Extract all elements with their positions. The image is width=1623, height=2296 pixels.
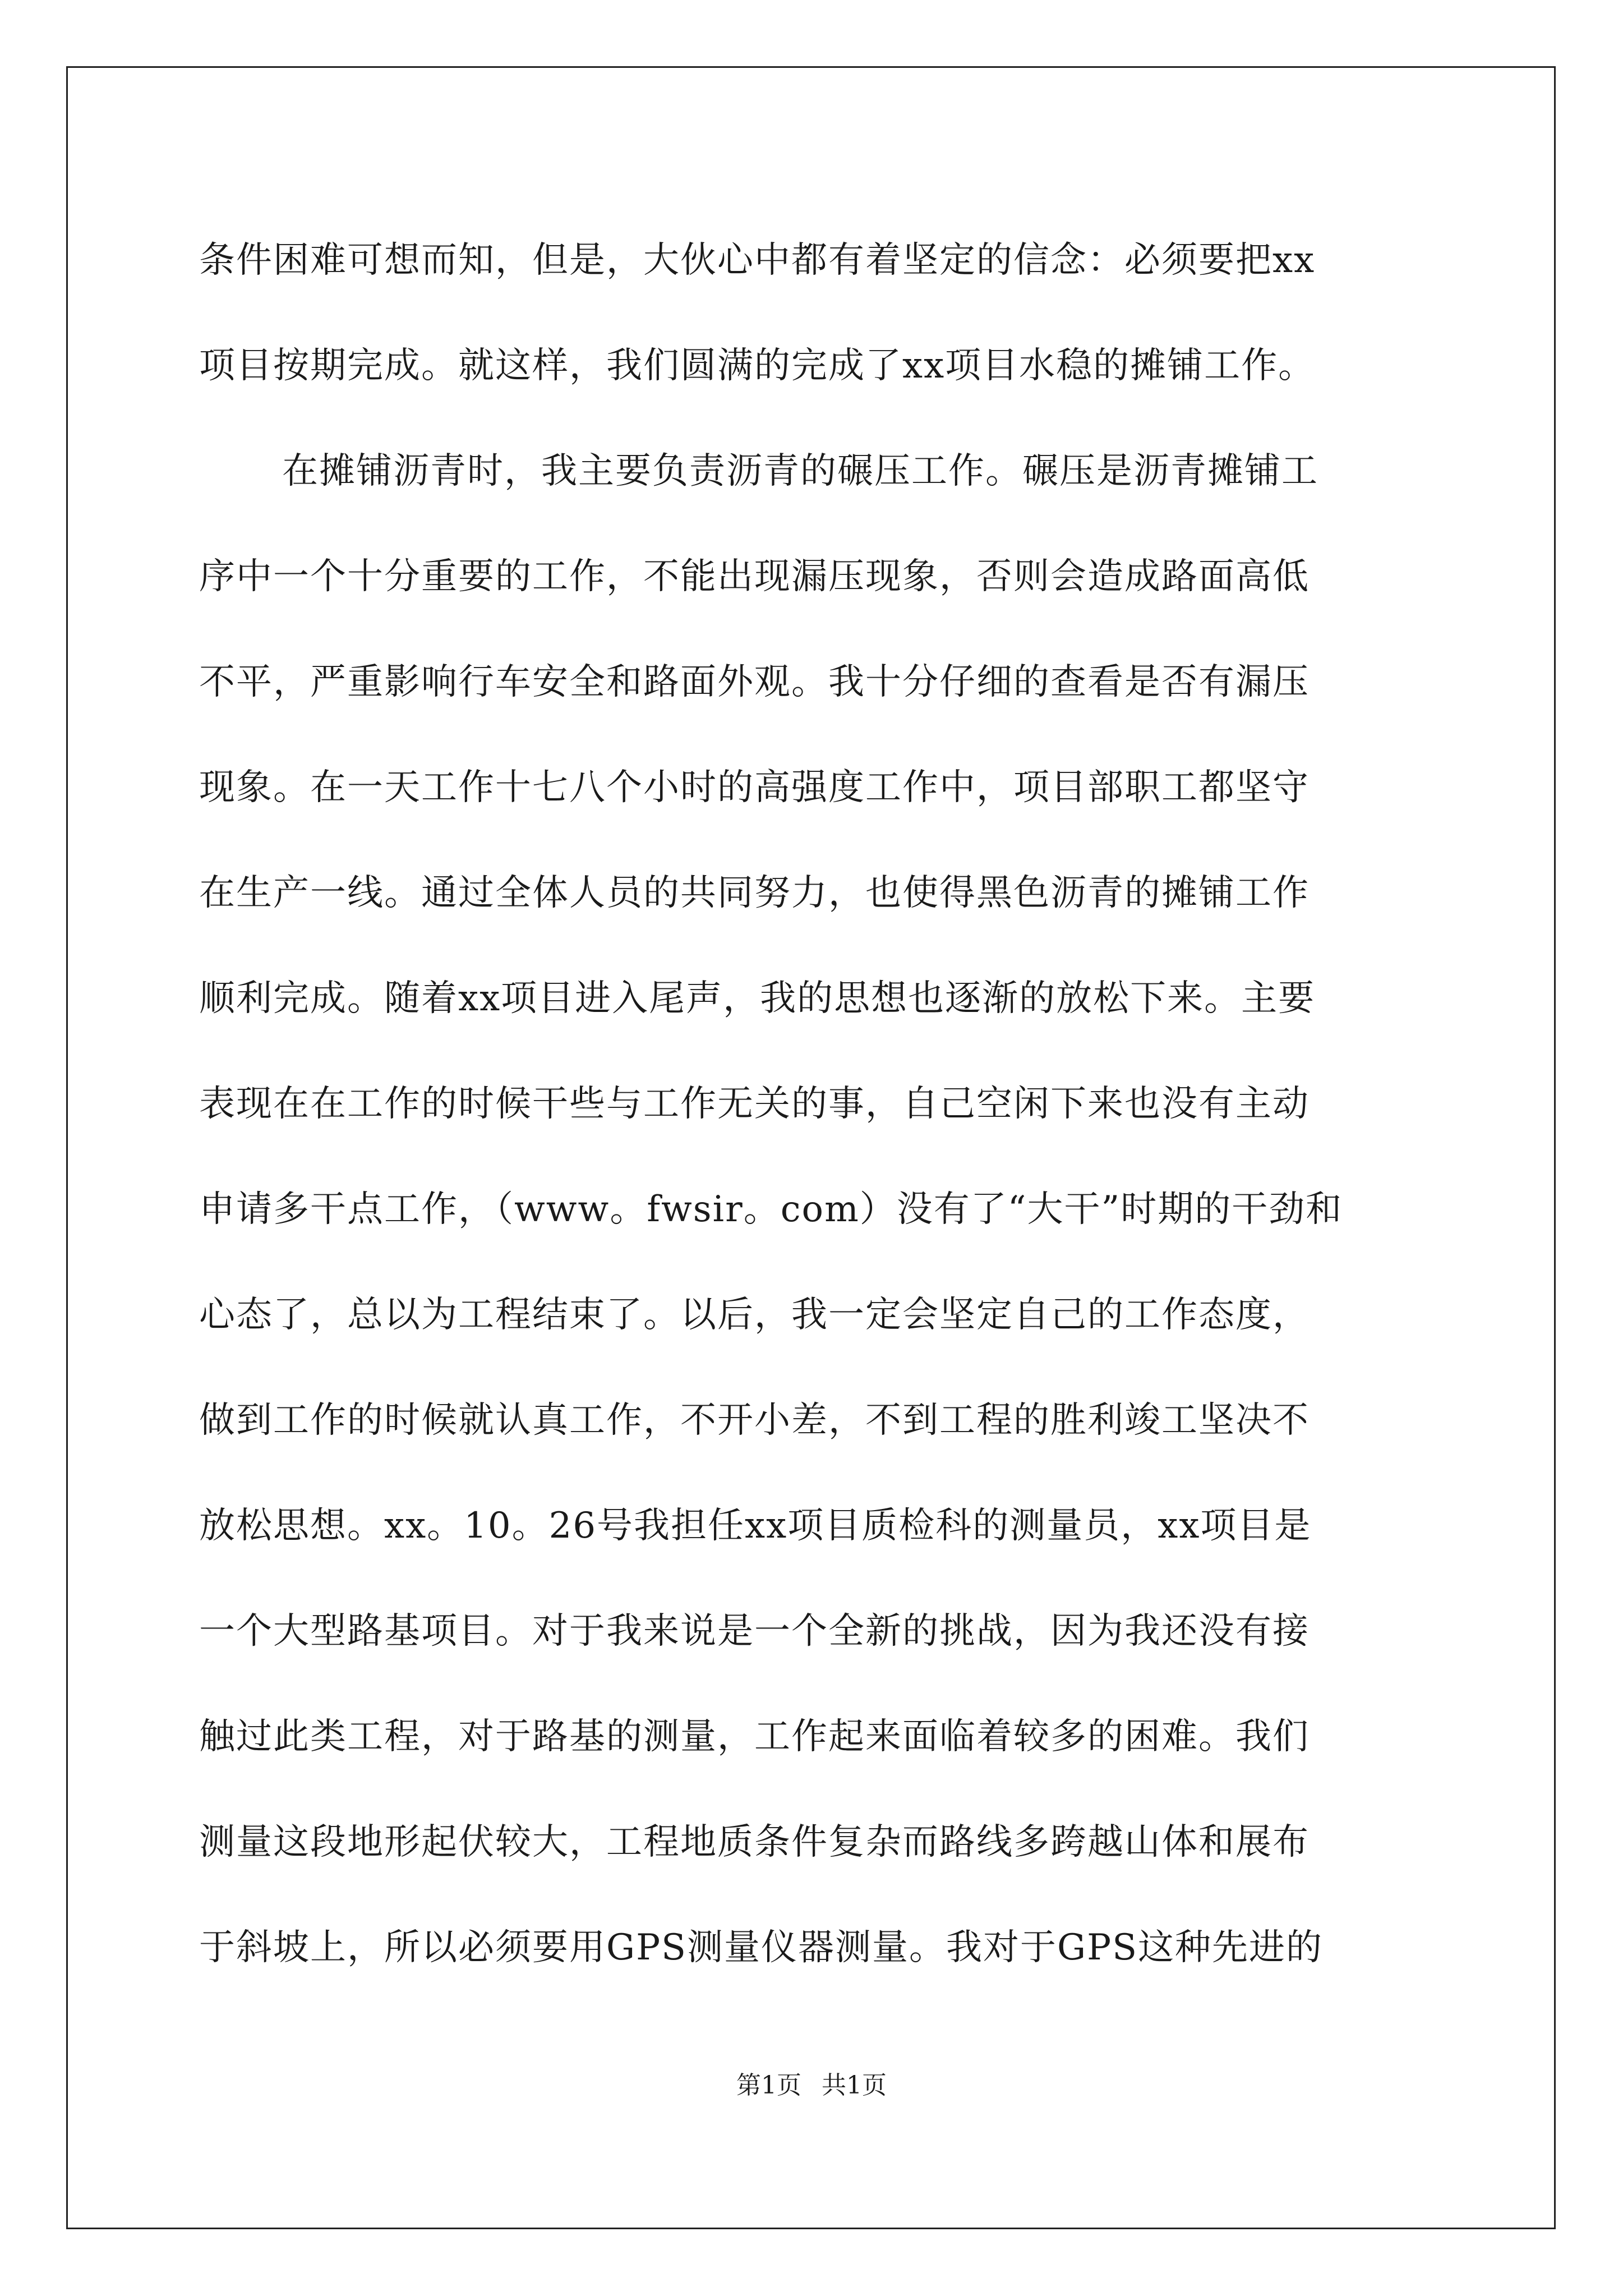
paragraph-first-line: 在摊铺沥青时，我主要负责沥青的碾压工作。碾压是沥青摊铺工 — [282, 450, 1318, 492]
text-line: 一个大型路基项目。对于我来说是一个全新的挑战，因为我还没有接 — [199, 1611, 1310, 1652]
text-line: 不平，严重影响行车安全和路面外观。我十分仔细的查看是否有漏压 — [199, 661, 1310, 703]
text-line: 项目按期完成。就这样，我们圆满的完成了xx项目水稳的摊铺工作。 — [199, 345, 1316, 386]
text-line: 表现在在工作的时候干些与工作无关的事，自己空闲下来也没有主动 — [199, 1083, 1310, 1125]
text-line: 条件困难可想而知，但是，大伙心中都有着坚定的信念：必须要把xx — [199, 240, 1316, 281]
text-line: 在生产一线。通过全体人员的共同努力，也使得黑色沥青的摊铺工作 — [199, 872, 1310, 914]
text-line: 顺利完成。随着xx项目进入尾声，我的思想也逐渐的放松下来。主要 — [199, 978, 1316, 1019]
text-line: 申请多干点工作，（www。fwsir。com）没有了“大干”时期的干劲和 — [199, 1189, 1343, 1230]
page-number: 第1页 — [736, 2071, 801, 2100]
text-line: 测量这段地形起伏较大，工程地质条件复杂而路线多跨越山体和展布 — [199, 1821, 1310, 1863]
text-line: 于斜坡上，所以必须要用GPS测量仪器测量。我对于GPS这种先进的 — [199, 1927, 1324, 1968]
text-line: 做到工作的时候就认真工作，不开小差，不到工程的胜利竣工坚决不 — [199, 1400, 1310, 1441]
text-line: 心态了，总以为工程结束了。以后，我一定会坚定自己的工作态度， — [199, 1294, 1310, 1336]
page-footer — [0, 2069, 1623, 2102]
text-line: 放松思想。xx。10。26号我担任xx项目质检科的测量员，xx项目是 — [199, 1505, 1312, 1547]
text-line: 触过此类工程，对于路基的测量，工作起来面临着较多的困难。我们 — [199, 1716, 1310, 1757]
text-line: 现象。在一天工作十七八个小时的高强度工作中，项目部职工都坚守 — [199, 767, 1310, 808]
page-total: 共1页 — [822, 2071, 887, 2100]
document-body — [199, 208, 1422, 2000]
text-line: 序中一个十分重要的工作，不能出现漏压现象，否则会造成路面高低 — [199, 556, 1310, 597]
